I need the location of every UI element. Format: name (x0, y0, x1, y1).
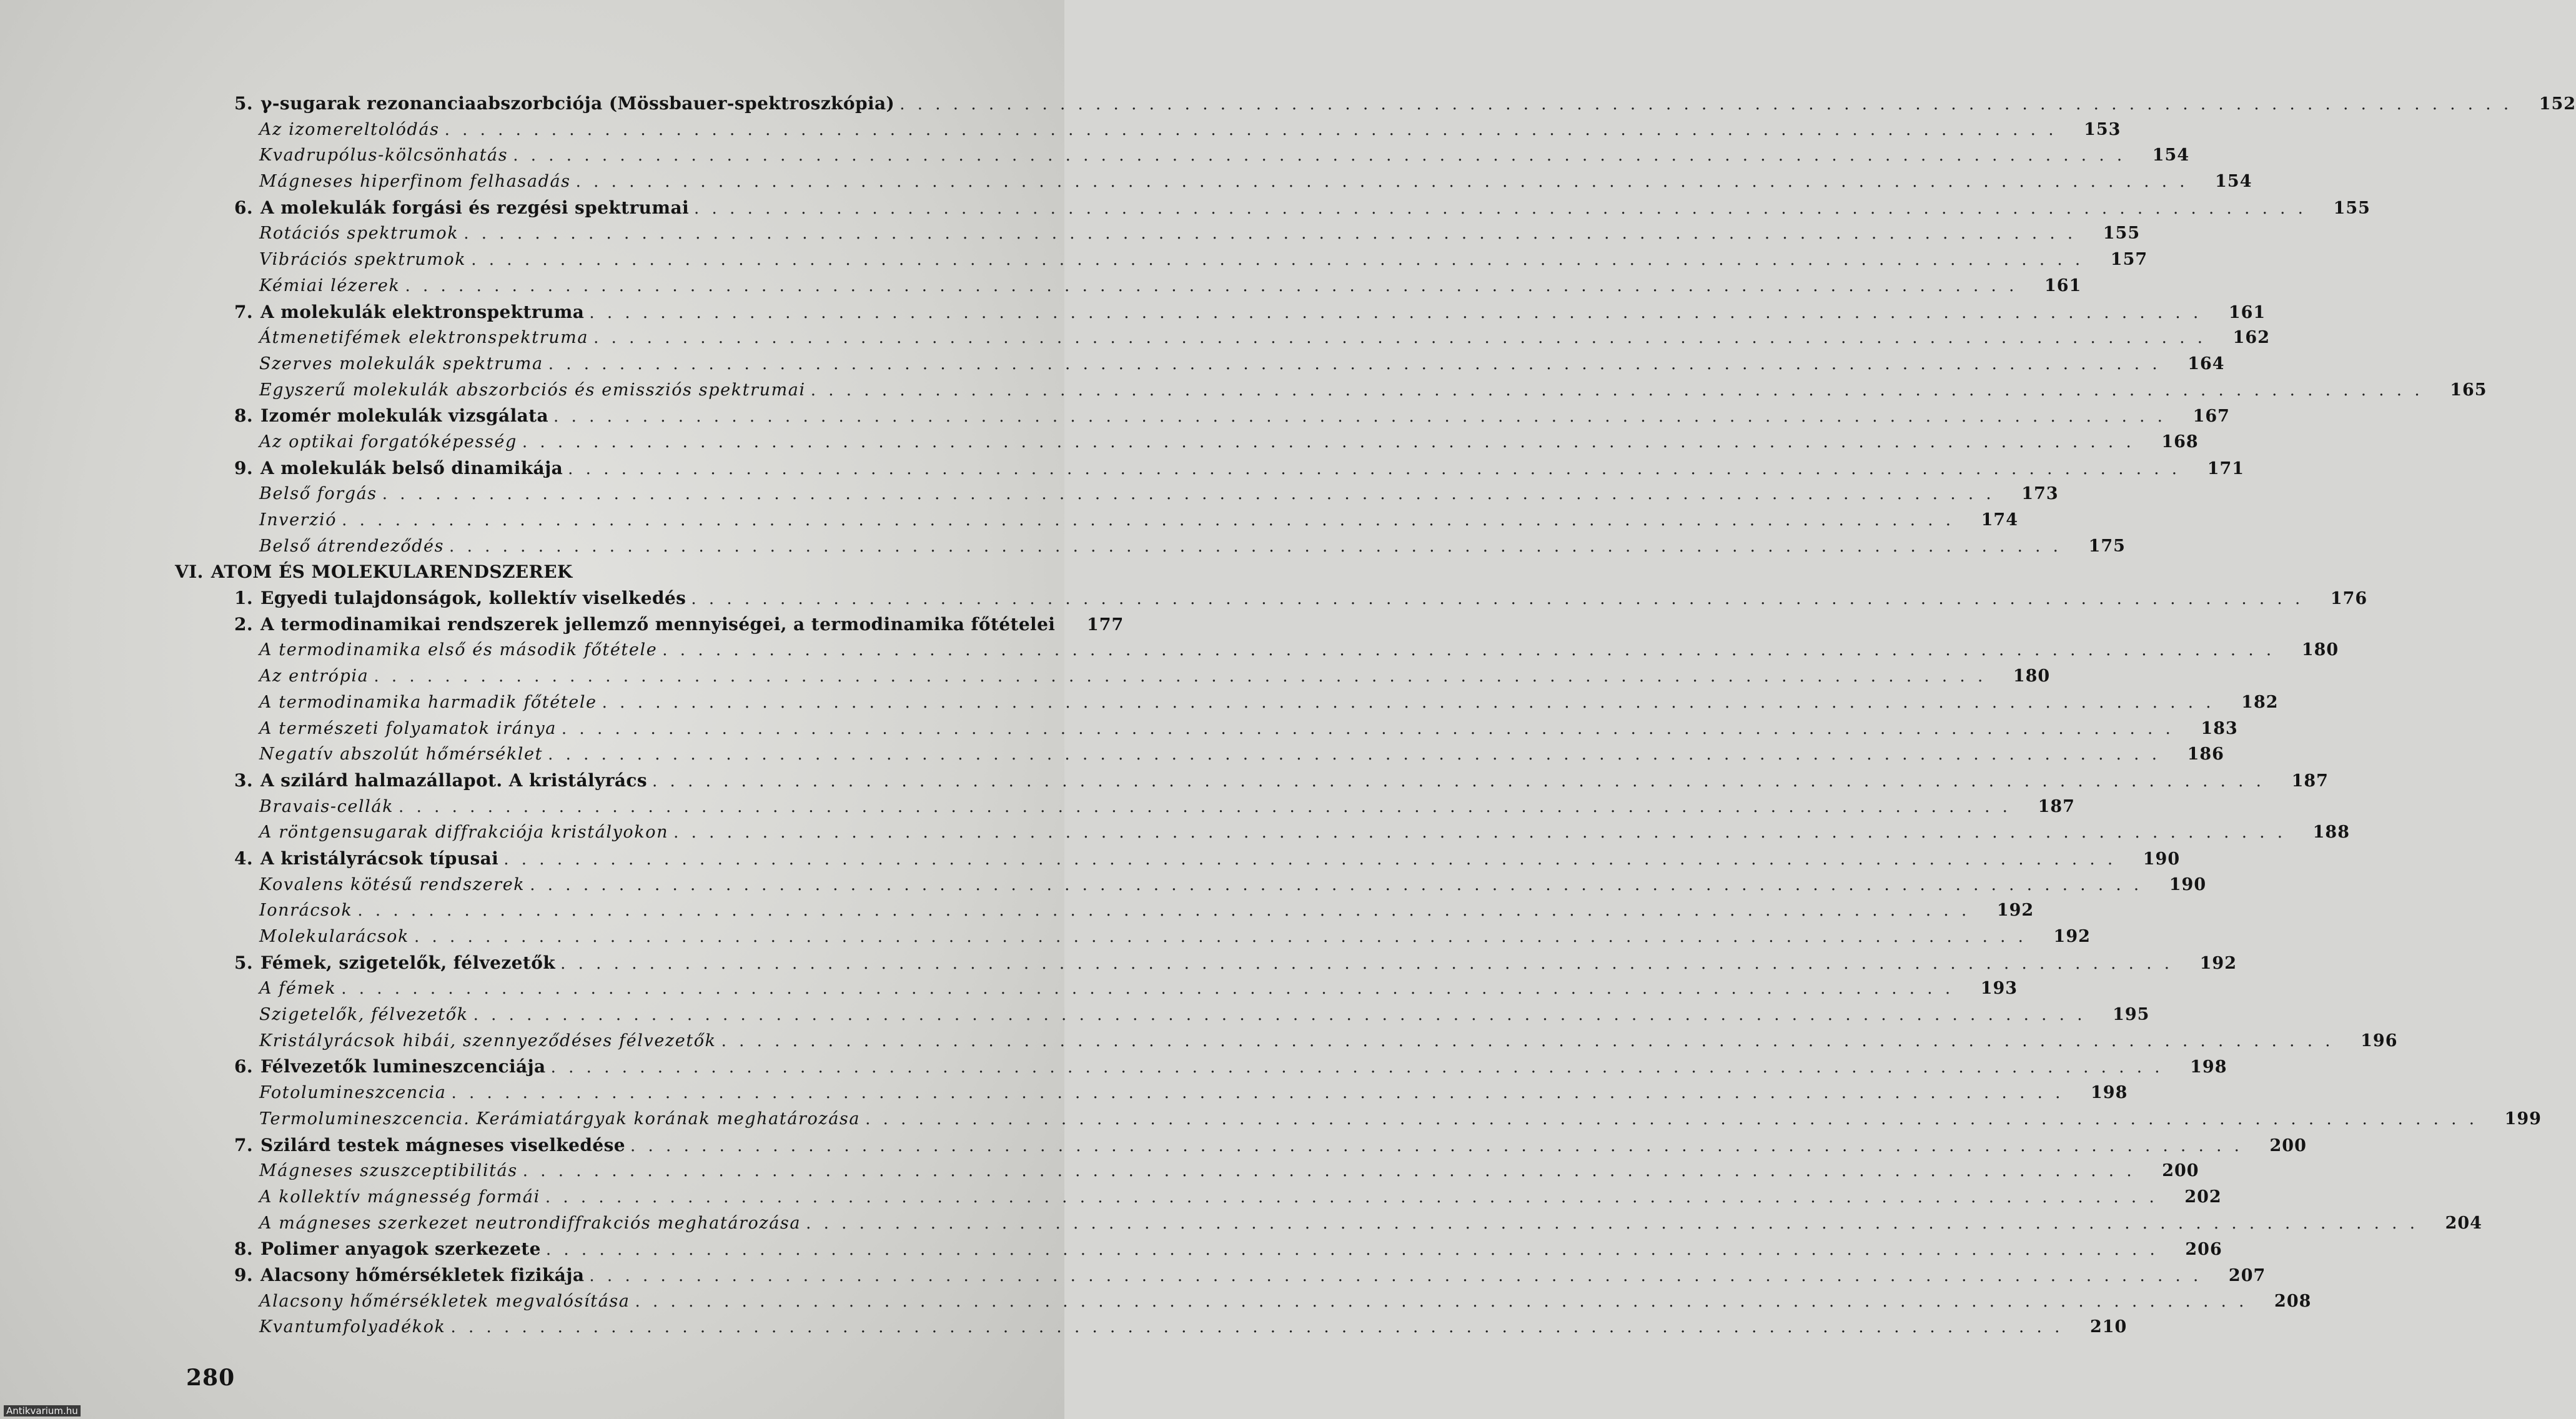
toc-subsection-entry (169, 716, 2238, 742)
entry-title: A fémek (259, 979, 337, 999)
toc-subsection-entry (169, 1184, 2222, 1210)
dot-leader (523, 1159, 2136, 1185)
toc-subsection-entry (169, 533, 2126, 560)
entry-page-number: 195 (2113, 1005, 2150, 1025)
toc-subsection-entry (169, 377, 2487, 403)
toc-subsection-entry (169, 1314, 2128, 1340)
entry-page-number: 161 (2228, 302, 2266, 322)
toc-subsection-entry (169, 872, 2207, 898)
toc-section-entry (169, 403, 2230, 429)
toc-subsection-entry (169, 1028, 2398, 1054)
entry-page-number: 168 (2161, 432, 2199, 452)
dot-leader (548, 742, 2161, 768)
entry-title: Alacsony hőmérsékletek fizikája (260, 1264, 585, 1285)
dot-leader (811, 378, 2424, 404)
entry-number: 9. (234, 1264, 254, 1285)
dot-leader (602, 690, 2215, 716)
toc-subsection-entry (169, 741, 2224, 768)
entry-page-number: 153 (2084, 119, 2121, 139)
dot-leader (471, 247, 2084, 274)
entry-title: Egyszerű molekulák abszorbciós és emissziós spektrumai (259, 380, 806, 400)
entry-title: ATOM ÉS MOLEKULARENDSZEREK (211, 561, 573, 583)
entry-page-number: 180 (2013, 666, 2051, 686)
entry-title: Az entrópia (259, 666, 369, 686)
entry-title: Inverzió (259, 510, 337, 530)
toc-subsection-entry (169, 1288, 2312, 1315)
dot-leader (545, 1185, 2158, 1211)
toc-section-entry (169, 195, 2370, 221)
toc-subsection-entry (169, 273, 2082, 299)
entry-title: A termodinamika harmadik főtétele (259, 692, 597, 712)
entry-page-number: 208 (2274, 1291, 2312, 1311)
entry-number: 6. (234, 197, 254, 218)
entry-title: A szilárd halmazállapot. A kristályrács (260, 769, 648, 791)
toc-subsection-entry (169, 819, 2351, 846)
entry-title: A molekulák elektronspektruma (260, 301, 585, 322)
entry-title: Egyedi tulajdonságok, kollektív viselkedés (260, 588, 686, 609)
dot-leader (374, 664, 1986, 690)
toc-subsection-entry (169, 220, 2141, 247)
entry-page-number: 173 (2021, 484, 2059, 504)
entry-page-number: 161 (2044, 275, 2082, 295)
entry-title: Bravais-cellák (259, 796, 394, 816)
toc-section-entry (169, 1054, 2227, 1080)
entry-page-number: 196 (2361, 1031, 2398, 1051)
toc-part-heading (169, 559, 1046, 585)
toc-section-entry (169, 91, 2576, 117)
toc-subsection-entry (169, 924, 2091, 950)
toc-section-entry (169, 299, 2266, 325)
dot-leader (721, 1029, 2334, 1055)
entry-number: 7. (234, 301, 254, 322)
entry-page-number: 200 (2269, 1135, 2307, 1155)
entry-title: A kristályrácsok típusai (260, 848, 499, 869)
entry-page-number: 152 (2539, 94, 2576, 114)
toc-subsection-entry (169, 1002, 2150, 1028)
entry-title: Molekularácsok (259, 927, 409, 946)
watermark: Antikvarium.hu (4, 1405, 81, 1417)
dot-leader (357, 898, 1970, 924)
entry-page-number: 155 (2103, 224, 2141, 244)
entry-number: 7. (234, 1134, 254, 1155)
entry-page-number: 187 (2038, 796, 2075, 816)
entry-page-number: 165 (2450, 380, 2487, 400)
entry-title: A természeti folyamatok iránya (259, 718, 557, 738)
toc-subsection-entry (169, 117, 2121, 143)
entry-page-number: 193 (1980, 979, 2018, 999)
dot-leader (450, 1315, 2063, 1341)
toc-subsection-entry (169, 507, 2019, 533)
dot-leader (451, 1080, 2064, 1107)
toc-section-entry (169, 768, 2329, 794)
dot-leader (522, 430, 2135, 456)
entry-page-number: 180 (2301, 640, 2339, 660)
toc-subsection-entry (169, 247, 2148, 273)
entry-page-number: 207 (2228, 1265, 2266, 1285)
entry-page-number: 199 (2504, 1109, 2542, 1129)
entry-title: Kémiai lézerek (259, 275, 400, 295)
entry-page-number: 177 (1086, 615, 1124, 635)
toc-section-entry (169, 611, 1124, 638)
entry-title: Mágneses szuszceptibilitás (259, 1161, 518, 1181)
dot-leader (568, 457, 2181, 483)
entry-title: Szilárd testek mágneses viselkedése (260, 1134, 625, 1155)
toc-section-entry (169, 1132, 2307, 1159)
entry-page-number: 206 (2185, 1240, 2222, 1260)
page-number: 280 (186, 1365, 235, 1391)
entry-number: 4. (234, 848, 254, 869)
entry-title: Fotolumineszcencia (259, 1083, 447, 1103)
entry-number: 5. (234, 93, 254, 114)
entry-title: Kvadrupólus-kölcsönhatás (259, 146, 508, 166)
toc-section-entry (169, 1236, 2222, 1262)
toc-section-entry (169, 950, 2237, 976)
entry-title: Polimer anyagok szerkezete (260, 1239, 541, 1260)
entry-title: A molekulák belső dinamikája (260, 457, 563, 478)
toc-subsection-entry (169, 690, 2279, 716)
dot-leader (635, 1289, 2248, 1315)
entry-number: 3. (234, 769, 254, 791)
entry-title: Vibrációs spektrumok (259, 250, 467, 270)
dot-leader (589, 300, 2202, 327)
toc-subsection-entry (169, 663, 2051, 690)
dot-leader (503, 847, 2116, 873)
entry-title: Szigetelők, félvezetők (259, 1005, 468, 1025)
entry-page-number: 198 (2190, 1057, 2227, 1077)
dot-leader (382, 482, 1995, 508)
entry-page-number: 164 (2187, 354, 2225, 373)
toc-subsection-entry (169, 637, 2339, 663)
entry-title: Kovalens kötésű rendszerek (259, 874, 525, 894)
entry-title: Az optikai forgatóképesség (259, 432, 517, 452)
toc-section-entry (169, 846, 2181, 872)
dot-leader (662, 638, 2275, 664)
entry-page-number: 174 (1981, 510, 2019, 530)
entry-page-number: 183 (2201, 718, 2238, 738)
entry-title: Belső átrendeződés (259, 536, 445, 556)
dot-leader (694, 196, 2307, 222)
toc-subsection-entry (169, 1080, 2128, 1106)
entry-page-number: 175 (2088, 536, 2126, 556)
dot-leader (593, 325, 2206, 352)
entry-page-number: 162 (2232, 328, 2270, 348)
entry-page-number: 154 (2152, 146, 2190, 166)
entry-page-number: 182 (2241, 692, 2279, 712)
dot-leader (414, 924, 2027, 951)
toc-subsection-entry (169, 325, 2270, 351)
entry-number: 5. (234, 952, 254, 973)
entry-title: A mágneses szerkezet neutrondiffrakciós meghatározása (259, 1213, 801, 1233)
toc-subsection-entry (169, 429, 2199, 455)
entry-title: Negatív abszolút hőmérséklet (259, 744, 543, 764)
entry-title: Kvantumfolyadékok (259, 1317, 446, 1337)
dot-leader (865, 1107, 2478, 1133)
entry-page-number: 186 (2187, 744, 2224, 764)
dot-leader (589, 1263, 2202, 1290)
entry-page-number: 190 (2169, 874, 2207, 894)
dot-leader (560, 951, 2173, 977)
entry-title: A röntgensugarak diffrakciója kristályokon (259, 823, 669, 843)
entry-title: Ionrácsok (259, 901, 353, 921)
entry-title: γ-sugarak rezonanciaabszorbciója (Mössbauer-spektroszkópia) (260, 93, 895, 114)
dot-leader (899, 92, 2512, 118)
toc-section-entry (169, 455, 2245, 482)
dot-leader (630, 1134, 2243, 1160)
entry-title: Alacsony hőmérsékletek megvalósítása (259, 1291, 630, 1311)
entry-title: Szerves molekulák spektruma (259, 354, 543, 373)
toc-subsection-entry (169, 142, 2190, 169)
entry-number: 9. (234, 457, 254, 478)
entry-title: Kristályrácsok hibái, szennyeződéses félvezetők (259, 1031, 716, 1051)
toc-subsection-entry (169, 481, 2059, 507)
toc-subsection-entry (169, 351, 2225, 377)
toc-section-entry (169, 585, 2368, 611)
entry-page-number: 171 (2207, 458, 2245, 478)
dot-leader (341, 976, 1954, 1002)
entry-title: Fémek, szigetelők, félvezetők (260, 952, 556, 973)
dot-leader (551, 1055, 2164, 1081)
table-of-contents (169, 91, 2576, 1340)
toc-subsection-entry (169, 897, 2034, 924)
toc-subsection-entry (169, 1210, 2482, 1237)
dot-leader (546, 1237, 2159, 1263)
entry-number: VI. (175, 561, 204, 583)
entry-title: Félvezetők lumineszcenciája (260, 1056, 546, 1077)
entry-page-number: 192 (2199, 953, 2237, 973)
entry-title: Izomér molekulák vizsgálata (260, 405, 549, 427)
toc-subsection-entry (169, 794, 2075, 820)
dot-leader (562, 716, 2174, 743)
entry-page-number: 167 (2192, 407, 2230, 427)
dot-leader (576, 169, 2189, 195)
entry-number: 2. (234, 613, 254, 635)
toc-section-entry (169, 1262, 2266, 1288)
dot-leader (399, 794, 2011, 821)
entry-page-number: 202 (2184, 1187, 2222, 1207)
dot-leader (405, 274, 2018, 300)
toc-subsection-entry (169, 976, 2018, 1002)
toc-subsection-entry (169, 169, 2252, 195)
entry-page-number: 187 (2291, 771, 2329, 791)
entry-title: Termolumineszcencia. Kerámiatárgyak korának meghatározása (259, 1109, 861, 1129)
entry-page-number: 154 (2215, 172, 2252, 192)
entry-page-number: 157 (2110, 250, 2148, 270)
entry-number: 6. (234, 1056, 254, 1077)
dot-leader (673, 820, 2286, 846)
entry-page-number: 192 (1996, 901, 2034, 921)
dot-leader (513, 143, 2126, 169)
dot-leader (548, 352, 2161, 378)
dot-leader (473, 1002, 2086, 1029)
dot-leader (445, 117, 2058, 144)
entry-page-number: 200 (2162, 1161, 2199, 1181)
entry-number: 8. (234, 405, 254, 427)
dot-leader (530, 873, 2143, 899)
entry-number: 1. (234, 588, 254, 609)
entry-page-number: 198 (2091, 1083, 2128, 1103)
toc-subsection-entry (169, 1158, 2199, 1184)
entry-title: A kollektív mágnesség formái (259, 1187, 540, 1207)
entry-title: Mágneses hiperfinom felhasadás (259, 172, 571, 192)
entry-page-number: 192 (2053, 927, 2091, 946)
toc-subsection-entry (169, 1106, 2542, 1132)
entry-title: Belső forgás (259, 484, 377, 504)
entry-title: Rotációs spektrumok (259, 224, 459, 244)
entry-page-number: 176 (2330, 589, 2368, 609)
entry-page-number: 190 (2143, 849, 2181, 869)
entry-page-number: 188 (2312, 823, 2351, 843)
dot-leader (553, 404, 2166, 430)
dot-leader (342, 508, 1954, 534)
entry-title: A termodinamikai rendszerek jellemző mennyiségei, a termodinamika főtételei (260, 613, 1056, 635)
entry-page-number: 204 (2445, 1213, 2482, 1233)
dot-leader (652, 769, 2265, 795)
entry-title: Az izomereltolódás (259, 119, 440, 139)
dot-leader (806, 1211, 2419, 1237)
entry-title: Átmenetifémek elektronspektruma (259, 328, 589, 348)
dot-leader (691, 586, 2304, 613)
entry-page-number: 210 (2089, 1317, 2128, 1337)
entry-page-number: 155 (2333, 198, 2370, 218)
dot-leader (449, 534, 2062, 560)
entry-title: A molekulák forgási és rezgési spektrumai (260, 197, 690, 218)
entry-title: A termodinamika első és második főtétele (259, 640, 658, 660)
entry-number: 8. (234, 1239, 254, 1260)
dot-leader (463, 221, 2076, 247)
